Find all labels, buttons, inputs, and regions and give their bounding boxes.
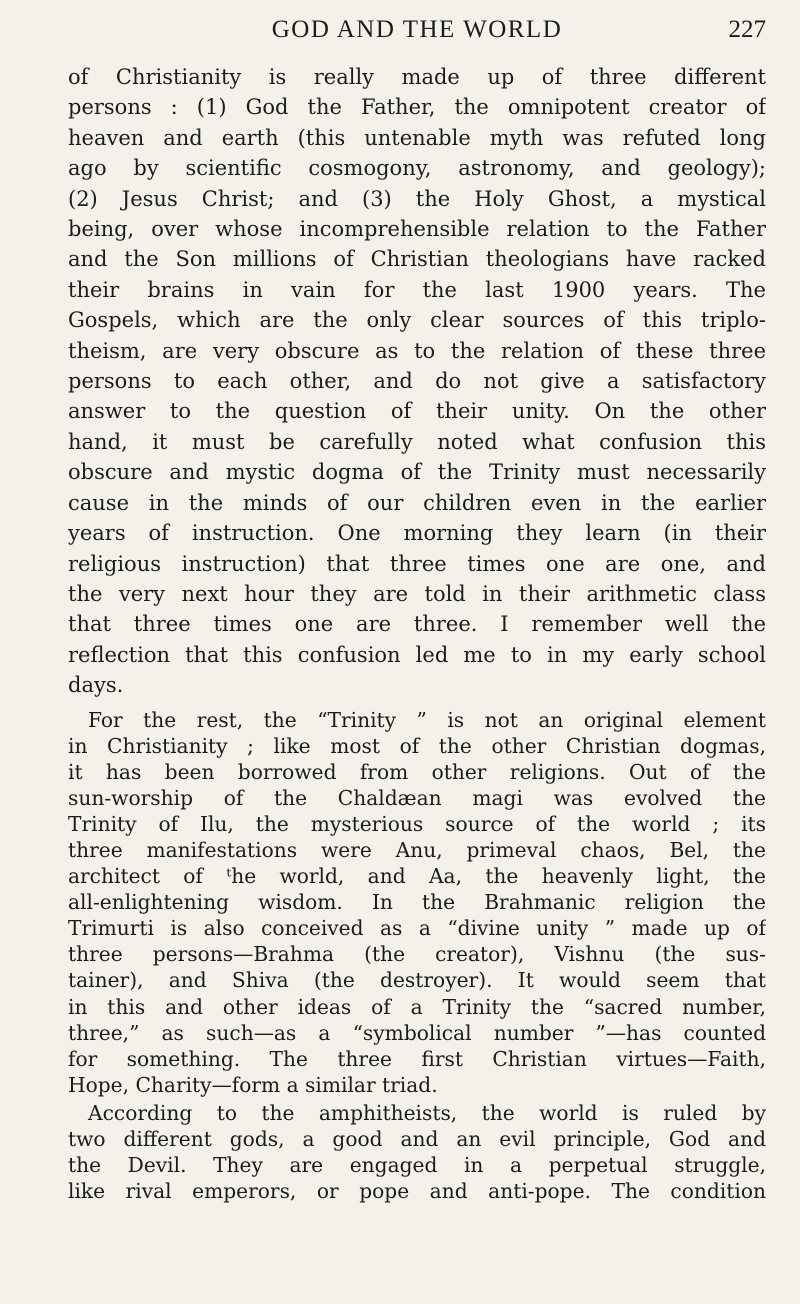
running-head xyxy=(68,0,766,62)
text-line: persons : (1) God the Father, the omnipotent creator of xyxy=(68,95,766,120)
text-line: three persons—Brahma (the creator), Vishnu (the sus- xyxy=(68,942,766,967)
text-line: According to the amphitheists, the world is ruled by xyxy=(88,1100,766,1125)
text-line: like rival emperors, or pope and anti-pope. The condition xyxy=(68,1179,766,1204)
text-line: for something. The three first Christian virtues—Faith, xyxy=(68,1046,766,1071)
text-line: heaven and earth (this untenable myth was refuted long xyxy=(68,125,766,150)
text-line: Hope, Charity—form a similar triad. xyxy=(68,1072,438,1097)
page-number: 227 xyxy=(728,16,766,43)
text-line: being, over whose incomprehensible relation to the Father xyxy=(68,217,766,242)
running-head-title: GOD AND THE WORLD xyxy=(271,16,563,43)
text-line: Trinity of Ilu, the mysterious source of the world ; its xyxy=(68,811,766,836)
text-line: For the rest, the “Trinity ” is not an original element xyxy=(88,707,766,732)
text-line: hand, it must be carefully noted what confusion this xyxy=(68,429,766,454)
paragraph xyxy=(68,62,766,701)
text-line: days. xyxy=(68,673,124,698)
text-line: Trimurti is also conceived as a “divine unity ” made up of xyxy=(68,916,766,941)
text-line: years of instruction. One morning they learn (in their xyxy=(68,521,766,546)
text-body xyxy=(68,62,766,1204)
text-line: all-enlightening wisdom. In the Brahmanic religion the xyxy=(68,890,766,915)
text-line: two different gods, a good and an evil principle, God and xyxy=(68,1127,766,1152)
text-line: that three times one are three. I remember well the xyxy=(68,612,766,637)
text-line: in Christianity ; like most of the other Christian dogmas, xyxy=(68,733,766,758)
text-line: cause in the minds of our children even in the earlier xyxy=(68,490,766,515)
text-line: (2) Jesus Christ; and (3) the Holy Ghost, a mystical xyxy=(68,186,766,211)
text-line: of Christianity is really made up of three different xyxy=(68,65,766,89)
paragraph xyxy=(68,707,766,1098)
text-line: reflection that this confusion led me to in my early school xyxy=(68,642,766,667)
text-line: their brains in vain for the last 1900 years. The xyxy=(68,277,766,302)
text-line: sun-worship of the Chaldæan magi was evolved the xyxy=(68,785,766,810)
paragraph xyxy=(68,1100,766,1204)
text-line: three,” as such—as a “symbolical number ”—has counted xyxy=(68,1020,766,1045)
text-line: the Devil. They are engaged in a perpetual struggle, xyxy=(68,1153,766,1178)
text-line: answer to the question of their unity. On the other xyxy=(68,399,766,424)
text-line: it has been borrowed from other religions. Out of the xyxy=(68,759,766,784)
text-line: the very next hour they are told in their arithmetic class xyxy=(68,581,766,606)
text-line: architect of ᵗhe world, and Aa, the heavenly light, the xyxy=(68,864,766,889)
text-line: persons to each other, and do not give a satisfactory xyxy=(68,369,766,394)
text-line: theism, are very obscure as to the relation of these three xyxy=(68,338,766,363)
text-line: three manifestations were Anu, primeval chaos, Bel, the xyxy=(68,838,766,862)
text-line: in this and other ideas of a Trinity the “sacred number, xyxy=(68,994,766,1019)
text-line: obscure and mystic dogma of the Trinity must necessarily xyxy=(68,460,766,485)
text-line: Gospels, which are the only clear sources of this triplo- xyxy=(68,308,766,333)
text-line: tainer), and Shiva (the destroyer). It would seem that xyxy=(68,968,766,993)
text-line: religious instruction) that three times one are one, and xyxy=(68,551,766,576)
text-line: ago by scientific cosmogony, astronomy, and geology); xyxy=(68,156,766,181)
text-line: and the Son millions of Christian theologians have racked xyxy=(68,247,766,272)
